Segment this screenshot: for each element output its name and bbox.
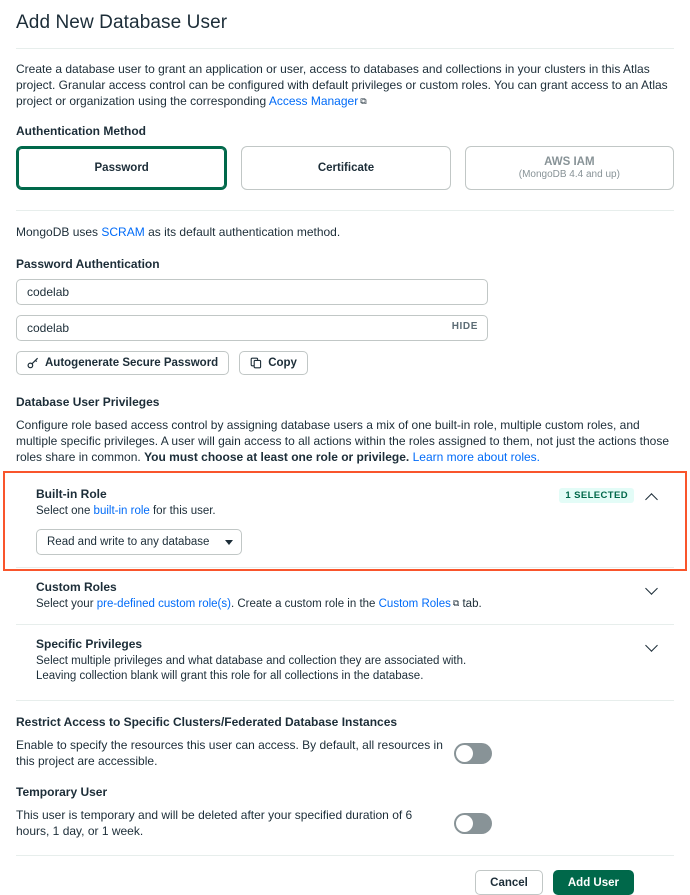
temporary-user-row: [16, 807, 674, 839]
external-link-icon: ⧉: [360, 96, 367, 106]
custom-roles-text: [36, 580, 482, 612]
built-in-role-header-right: [559, 487, 658, 503]
temporary-user-desc: This user is temporary and will be deleted after your specified duration of 6 hours, 1 day, or 1 week.: [16, 808, 413, 838]
authentication-method-options: [16, 146, 674, 190]
accordion-specific-privileges: [16, 624, 674, 696]
authentication-method-label: Authentication Method: [16, 124, 146, 138]
privileges-accordions: [16, 475, 674, 696]
specific-privileges-desc-line1: Select multiple privileges and what database and collection they are associated with.: [36, 655, 467, 667]
auth-option-aws-iam-label: AWS IAM: [544, 156, 595, 168]
add-database-user-modal: [0, 12, 690, 895]
page-title: Add New Database User: [16, 12, 228, 33]
auth-option-aws-iam-sublabel: (MongoDB 4.4 and up): [518, 169, 620, 180]
autogenerate-password-label: Autogenerate Secure Password: [45, 357, 219, 369]
chevron-down-icon-custom-roles[interactable]: [646, 581, 658, 593]
built-in-role-title: Built-in Role: [36, 487, 107, 501]
key-icon: [27, 357, 39, 369]
custom-roles-title: Custom Roles: [36, 580, 117, 594]
specific-privileges-header[interactable]: [36, 637, 658, 684]
restrict-access-row: [16, 737, 674, 769]
database-user-privileges-label: Database User Privileges: [16, 395, 160, 409]
auth-option-certificate[interactable]: [241, 146, 450, 190]
status-badge: 1 SELECTED: [559, 488, 634, 503]
privileges-desc-part1: Configure role based access control by assigning database users a mix of one built-in role, multiple custom roles, and multiple specific privileges. A user will gain access to all actions within the roles assigned to them, not just the actions those roles share in common.: [16, 418, 669, 464]
restrict-access-toggle[interactable]: [454, 743, 492, 764]
restrict-access-desc: Enable to specify the resources this user can access. By default, all resources in this project are accessible.: [16, 738, 443, 768]
custom-roles-desc: [36, 597, 482, 612]
intro-text-part1: Create a database user to grant an application or user, access to databases and collections in your clusters in this Atlas project. Granular access control can be configured with default privileges or custom roles. You can grant access to an Atlas project or organization using the corresponding: [16, 62, 668, 108]
specific-privileges-title: Specific Privileges: [36, 637, 143, 651]
intro-text: [16, 61, 674, 110]
chevron-up-icon[interactable]: [646, 490, 658, 502]
temporary-user-toggle[interactable]: [454, 813, 492, 834]
password-field-wrapper: [16, 315, 488, 341]
built-in-role-select[interactable]: [36, 529, 242, 555]
external-link-icon-custom-roles: ⧉: [452, 598, 460, 608]
accordion-custom-roles: [16, 567, 674, 624]
password-input[interactable]: [16, 315, 488, 341]
chevron-down-icon: [225, 540, 233, 545]
restrict-access-toggle-knob: [456, 745, 473, 762]
title-divider: [16, 48, 674, 49]
database-user-privileges-desc: [16, 417, 674, 465]
restrict-access-label: Restrict Access to Specific Clusters/Federated Database Instances: [16, 715, 398, 729]
access-manager-link[interactable]: Access Manager: [268, 94, 359, 108]
restrict-access-section: [16, 700, 674, 839]
scram-note: [16, 225, 674, 239]
built-in-role-header[interactable]: [36, 487, 658, 519]
copy-password-button[interactable]: [239, 351, 308, 375]
built-in-role-text: [36, 487, 216, 519]
copy-password-label: Copy: [268, 357, 297, 369]
specific-privileges-text: [36, 637, 466, 684]
custom-roles-desc-part1: Select your: [36, 598, 97, 610]
copy-icon: [250, 357, 262, 369]
auth-option-password-label: Password: [94, 162, 149, 174]
modal-footer: [16, 855, 674, 895]
temporary-user-toggle-knob: [456, 815, 473, 832]
custom-roles-tab-link[interactable]: Custom Roles: [378, 598, 451, 610]
auth-option-password[interactable]: [16, 146, 227, 190]
built-in-role-link[interactable]: built-in role: [93, 505, 150, 517]
auth-option-certificate-label: Certificate: [317, 162, 375, 174]
accordion-built-in-role: [16, 475, 674, 567]
username-input[interactable]: [16, 279, 488, 305]
built-in-role-desc: [36, 504, 216, 519]
custom-roles-desc-part2: . Create a custom role in the: [230, 598, 379, 610]
built-in-role-desc-part1: Select one: [36, 505, 94, 517]
toggle-password-visibility-button[interactable]: HIDE: [451, 321, 478, 332]
scram-note-part2: as its default authentication method.: [144, 225, 341, 239]
privileges-desc-bold: You must choose at least one role or privilege.: [144, 450, 410, 464]
specific-privileges-header-right: [646, 637, 658, 650]
autogenerate-password-button[interactable]: [16, 351, 229, 375]
add-user-button[interactable]: Add User: [553, 870, 634, 895]
custom-roles-desc-part3: tab.: [459, 598, 482, 610]
temporary-user-label: Temporary User: [16, 785, 108, 799]
custom-roles-header[interactable]: [36, 580, 658, 612]
custom-roles-header-right: [646, 580, 658, 593]
cancel-button[interactable]: Cancel: [475, 870, 543, 895]
built-in-role-select-value: Read and write to any database: [47, 536, 210, 548]
auth-option-aws-iam[interactable]: [465, 146, 674, 190]
learn-more-about-roles-link[interactable]: Learn more about roles.: [412, 450, 540, 464]
built-in-role-desc-part2: for this user.: [149, 505, 216, 517]
pre-defined-custom-roles-link[interactable]: pre-defined custom role(s): [96, 598, 231, 610]
chevron-down-icon-specific-privileges[interactable]: [646, 638, 658, 650]
specific-privileges-desc-line2: Leaving collection blank will grant this role for all collections in the database.: [36, 670, 424, 682]
scram-note-part1: MongoDB uses: [16, 225, 102, 239]
password-actions: [16, 351, 674, 375]
password-authentication-label: Password Authentication: [16, 257, 160, 271]
auth-divider: [16, 210, 674, 211]
scram-link[interactable]: SCRAM: [101, 225, 145, 239]
